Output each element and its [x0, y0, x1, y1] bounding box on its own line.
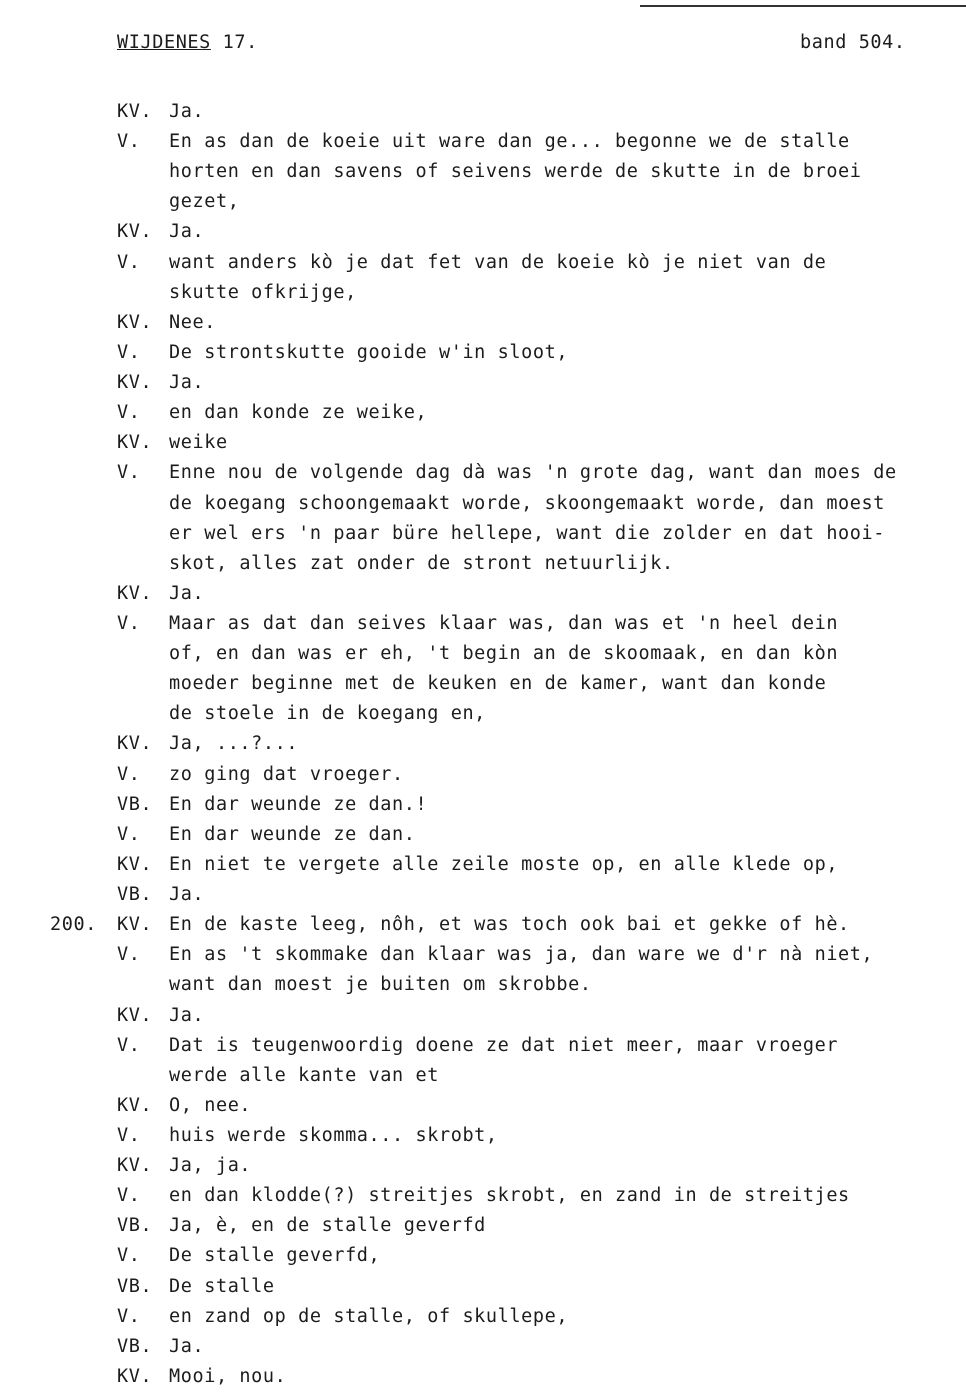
- utterance-row: [0, 1151, 966, 1181]
- speaker-label: V.: [117, 341, 141, 363]
- text-line: huis werde skomma... skrobt,: [169, 1124, 498, 1146]
- speaker-label: V.: [117, 763, 141, 785]
- speaker-label: VB.: [117, 1335, 153, 1357]
- speaker-label: V.: [117, 944, 141, 966]
- speaker-label: KV.: [117, 1094, 153, 1116]
- utterance-text: [169, 1302, 966, 1332]
- speaker-label: KV.: [117, 101, 153, 122]
- speaker-label: KV.: [117, 733, 153, 755]
- utterance-text: [169, 368, 966, 398]
- utterance-row: [0, 1272, 966, 1302]
- speaker-label: KV.: [117, 221, 153, 243]
- speaker-label: KV.: [117, 853, 153, 875]
- speaker-label: KV.: [117, 582, 153, 604]
- utterance-text: [169, 910, 966, 940]
- speaker-label: V.: [117, 251, 141, 273]
- transcript-body: [0, 97, 966, 1392]
- utterance-row: [0, 1031, 966, 1091]
- speaker-label: V.: [117, 462, 141, 484]
- utterance-text: [169, 428, 966, 458]
- utterance-text: [169, 248, 966, 308]
- speaker-label: KV.: [117, 311, 153, 333]
- utterance-row: [0, 127, 966, 217]
- text-line: of, en dan was er eh, 't begin an de skoomaak, en dan kòn: [169, 643, 839, 665]
- top-rule: [640, 5, 966, 7]
- speaker-label: V.: [117, 1124, 141, 1146]
- utterance-row: [0, 1091, 966, 1121]
- text-line: En as 't skommake dan klaar was ja, dan ware we d'r nà niet,: [169, 944, 874, 966]
- text-line: moeder beginne met de keuken en de kamer, want dan konde: [169, 673, 827, 695]
- utterance-row: [0, 217, 966, 247]
- utterance-row: [0, 940, 966, 1000]
- speaker-label: V.: [117, 131, 141, 153]
- utterance-row: [0, 248, 966, 308]
- text-line: skutte ofkrijge,: [169, 281, 357, 303]
- utterance-row: [0, 579, 966, 609]
- text-line: Mooi, nou.: [169, 1365, 287, 1387]
- utterance-text: [169, 1332, 966, 1362]
- utterance-text: [169, 850, 966, 880]
- text-line: Nee.: [169, 311, 216, 333]
- utterance-text: [169, 1121, 966, 1151]
- utterance-text: [169, 1272, 966, 1302]
- utterance-text: [169, 1151, 966, 1181]
- utterance-text: [169, 458, 966, 578]
- utterance-text: [169, 579, 966, 609]
- speaker-label: KV.: [117, 432, 153, 454]
- text-line: en dan klodde(?) streitjes skrobt, en zand in de streitjes: [169, 1185, 850, 1207]
- header-title: [117, 32, 258, 53]
- text-line: Ja, ...?...: [169, 733, 299, 755]
- utterance-text: [169, 880, 966, 910]
- speaker-label: VB.: [117, 1275, 153, 1297]
- utterance-row: [0, 1362, 966, 1392]
- utterance-text: [169, 308, 966, 338]
- utterance-row: [0, 729, 966, 759]
- speaker-label: VB.: [117, 793, 153, 815]
- utterance-text: [169, 338, 966, 368]
- utterance-text: [169, 1181, 966, 1211]
- speaker-label: KV.: [117, 372, 153, 394]
- speaker-label: V.: [117, 612, 141, 634]
- speaker-label: V.: [117, 823, 141, 845]
- utterance-row: [0, 308, 966, 338]
- text-line: Ja, ja.: [169, 1155, 252, 1177]
- utterance-row: [0, 428, 966, 458]
- utterance-row: [0, 609, 966, 729]
- utterance-row: [0, 1121, 966, 1151]
- utterance-row: [0, 790, 966, 820]
- text-line: Ja.: [169, 582, 205, 604]
- text-line: Ja, è, en de stalle geverfd: [169, 1215, 486, 1237]
- text-line: Enne nou de volgende dag dà was 'n grote dag, want dan moes de: [169, 462, 897, 484]
- speaker-label: VB.: [117, 884, 153, 906]
- utterance-text: [169, 398, 966, 428]
- utterance-text: [169, 97, 966, 127]
- text-line: Ja.: [169, 1335, 205, 1357]
- utterance-text: [169, 217, 966, 247]
- text-line: de stoele in de koegang en,: [169, 703, 486, 725]
- text-line: gezet,: [169, 191, 240, 213]
- utterance-text: [169, 760, 966, 790]
- utterance-row: [0, 910, 966, 940]
- utterance-text: [169, 1362, 966, 1392]
- text-line: En as dan de koeie uit ware dan ge... begonne we de stalle: [169, 131, 850, 153]
- speaker-label: KV.: [117, 1004, 153, 1026]
- header-name: WIJDENES: [117, 32, 211, 53]
- utterance-text: [169, 1091, 966, 1121]
- text-line: De strontskutte gooide w'in sloot,: [169, 341, 569, 363]
- text-line: want anders kò je dat fet van de koeie kò je niet van de: [169, 251, 827, 273]
- text-line: Ja.: [169, 221, 205, 243]
- utterance-row: [0, 850, 966, 880]
- line-number: 200.: [50, 914, 97, 936]
- speaker-label: V.: [117, 402, 141, 424]
- speaker-label: VB.: [117, 1215, 153, 1237]
- text-line: er wel ers 'n paar büre hellepe, want die zolder en dat hooi-: [169, 522, 886, 544]
- utterance-text: [169, 609, 966, 729]
- text-line: En dar weunde ze dan.: [169, 823, 416, 845]
- utterance-text: [169, 1031, 966, 1091]
- text-line: skot, alles zat onder de stront netuurlijk.: [169, 552, 674, 574]
- utterance-row: [0, 398, 966, 428]
- utterance-row: [0, 760, 966, 790]
- utterance-text: [169, 1211, 966, 1241]
- text-line: de koegang schoongemaakt worde, skoongemaakt worde, dan moest: [169, 492, 886, 514]
- text-line: en dan konde ze weike,: [169, 402, 428, 424]
- utterance-text: [169, 729, 966, 759]
- utterance-text: [169, 790, 966, 820]
- text-line: Ja.: [169, 1004, 205, 1026]
- speaker-label: V.: [117, 1185, 141, 1207]
- utterance-text: [169, 1001, 966, 1031]
- utterance-row: [0, 1332, 966, 1362]
- text-line: En dar weunde ze dan.!: [169, 793, 428, 815]
- utterance-row: [0, 1211, 966, 1241]
- text-line: en zand op de stalle, of skullepe,: [169, 1305, 569, 1327]
- text-line: Dat is teugenwoordig doene ze dat niet meer, maar vroeger: [169, 1034, 839, 1056]
- speaker-label: V.: [117, 1245, 141, 1267]
- speaker-label: V.: [117, 1034, 141, 1056]
- utterance-text: [169, 1241, 966, 1271]
- speaker-label: KV.: [117, 1155, 153, 1177]
- utterance-row: [0, 458, 966, 578]
- text-line: Maar as dat dan seives klaar was, dan was et 'n heel dein: [169, 612, 839, 634]
- text-line: want dan moest je buiten om skrobbe.: [169, 974, 592, 996]
- utterance-row: [0, 820, 966, 850]
- utterance-row: [0, 1001, 966, 1031]
- utterance-row: [0, 1241, 966, 1271]
- text-line: En niet te vergete alle zeile moste op, en alle klede op,: [169, 853, 839, 875]
- utterance-row: [0, 880, 966, 910]
- text-line: O, nee.: [169, 1094, 252, 1116]
- text-line: De stalle geverfd,: [169, 1245, 381, 1267]
- text-line: weike: [169, 432, 228, 454]
- speaker-label: KV.: [117, 914, 153, 936]
- speaker-label: KV.: [117, 1365, 153, 1387]
- page-header: [0, 32, 966, 58]
- text-line: Ja.: [169, 372, 205, 394]
- text-line: Ja.: [169, 101, 205, 122]
- text-line: Ja.: [169, 884, 205, 906]
- text-line: De stalle: [169, 1275, 275, 1297]
- utterance-text: [169, 820, 966, 850]
- utterance-row: [0, 1302, 966, 1332]
- utterance-row: [0, 338, 966, 368]
- utterance-text: [169, 127, 966, 217]
- utterance-row: [0, 97, 966, 127]
- utterance-row: [0, 368, 966, 398]
- utterance-row: [0, 1181, 966, 1211]
- text-line: zo ging dat vroeger.: [169, 763, 404, 785]
- header-band: band 504.: [800, 32, 906, 53]
- text-line: horten en dan savens of seivens werde de skutte in de broei: [169, 161, 862, 183]
- utterance-text: [169, 940, 966, 1000]
- header-number: 17.: [222, 32, 258, 53]
- text-line: En de kaste leeg, nôh, et was toch ook bai et gekke of hè.: [169, 914, 850, 936]
- speaker-label: V.: [117, 1305, 141, 1327]
- text-line: werde alle kante van et: [169, 1064, 439, 1086]
